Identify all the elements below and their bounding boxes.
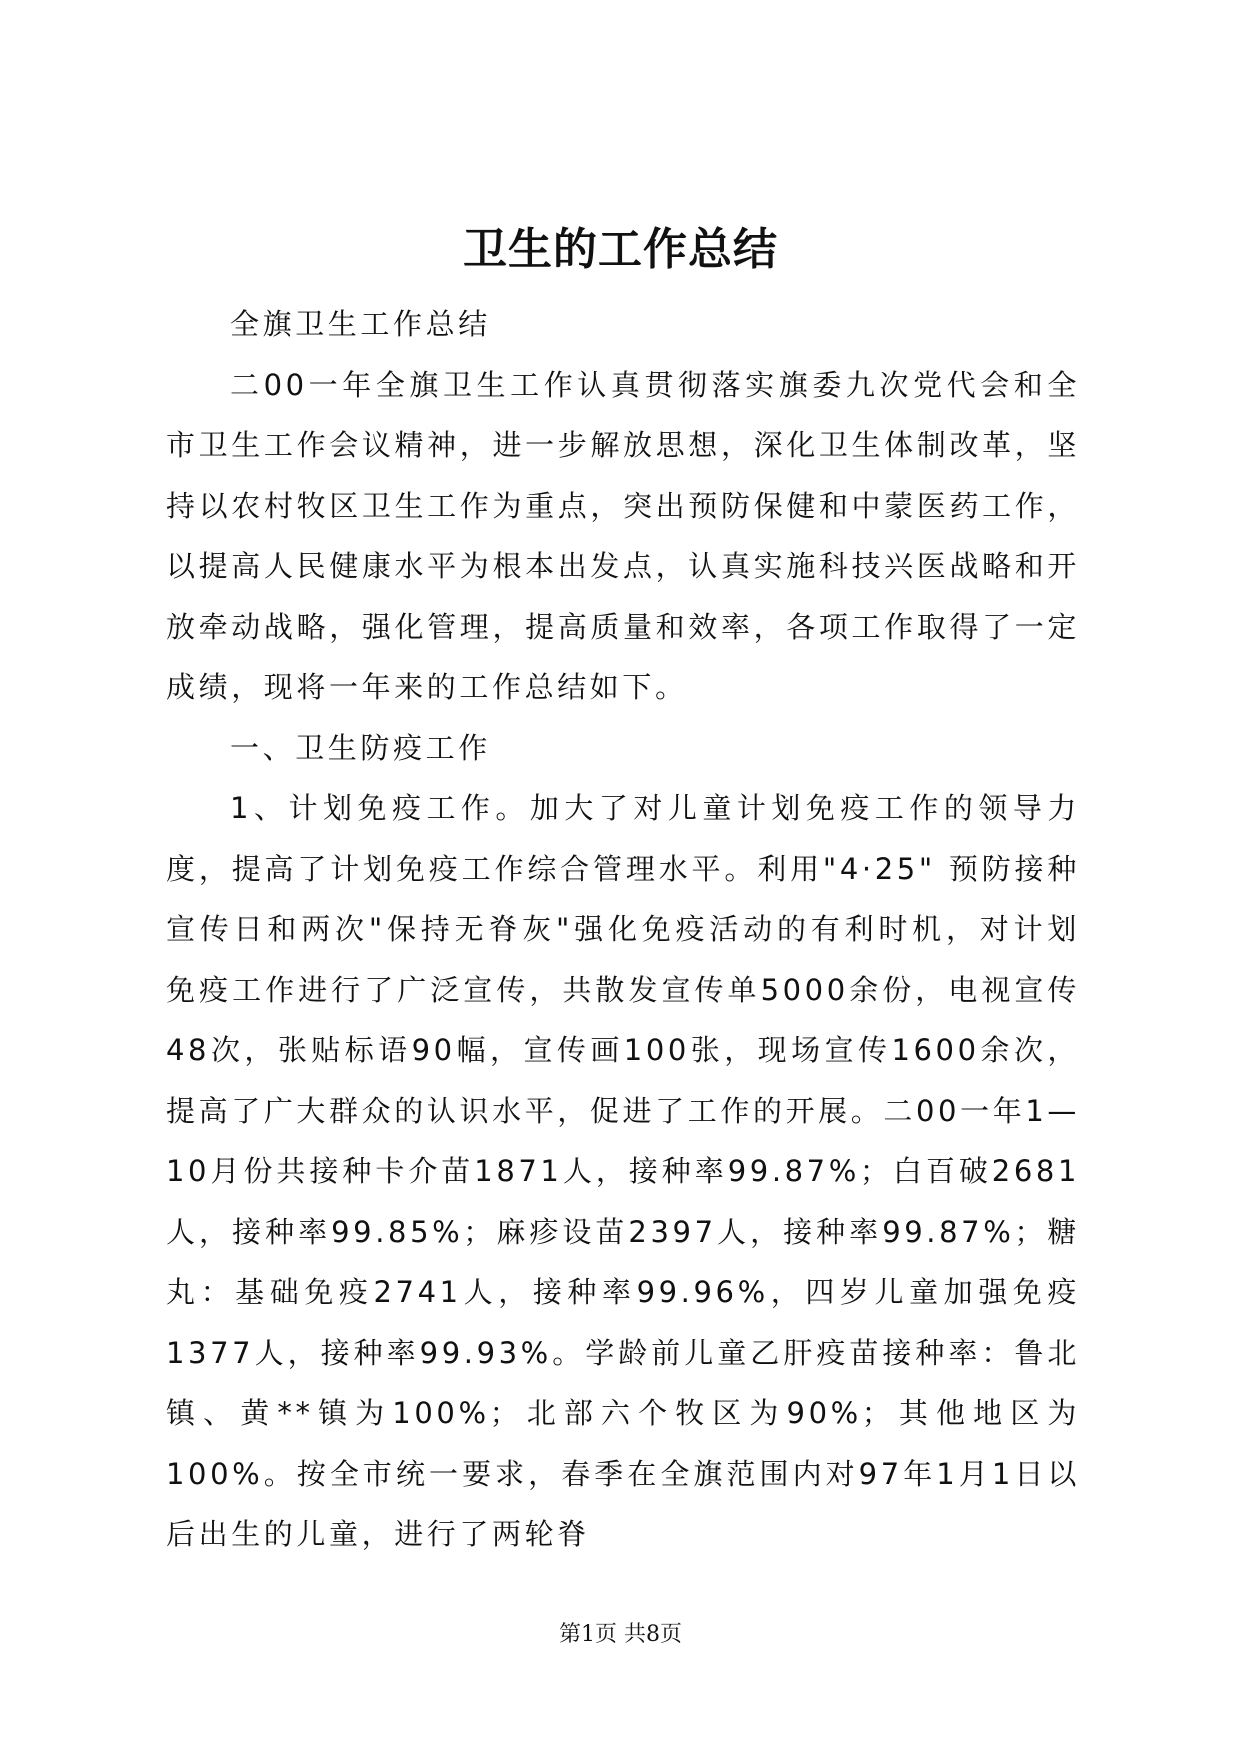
- paragraph-immunization: 1、计划免疫工作。加大了对儿童计划免疫工作的领导力度，提高了计划免疫工作综合管理水平。利用"4·25" 预防接种宣传日和两次"保持无脊灰"强化免疫活动的有利时机，对计划免疫工作进行了广泛宣传，共散发宣传单5000余份，电视宣传48次，张贴标语90幅，宣传画100张，现场宣传1600余次，提高了广大群众的认识水平，促进了工作的开展。二00一年1—10月份共接种卡介苗1871人，接种率99.87%；白百破2681人，接种率99.85%；麻疹设苗2397人，接种率99.87%；糖丸：基础免疫2741人，接种率99.96%，四岁儿童加强免疫1377人，接种率99.93%。学龄前儿童乙肝疫苗接种率：鲁北镇、黄**镇为100%；北部六个牧区为90%；其他地区为100%。按全市统一要求，春季在全旗范围内对97年1月1日以后出生的儿童，进行了两轮脊: [166, 791, 1080, 1551]
- document-body: [166, 294, 1080, 1565]
- document-title: 卫生的工作总结: [463, 224, 778, 275]
- page-footer: 第1页 共8页: [559, 1622, 682, 1647]
- paragraph-subtitle: 全旗卫生工作总结: [230, 307, 491, 341]
- paragraph-intro: 二00一年全旗卫生工作认真贯彻落实旗委九次党代会和全市卫生工作会议精神，进一步解放思想，深化卫生体制改革，坚持以农村牧区卫生工作为重点，突出预防保健和中蒙医药工作，以提高人民健康水平为根本出发点，认真实施科技兴医战略和开放牵动战略，强化管理，提高质量和效率，各项工作取得了一定成绩，现将一年来的工作总结如下。: [166, 367, 1080, 704]
- paragraph-section-heading: 一、卫生防疫工作: [230, 730, 491, 765]
